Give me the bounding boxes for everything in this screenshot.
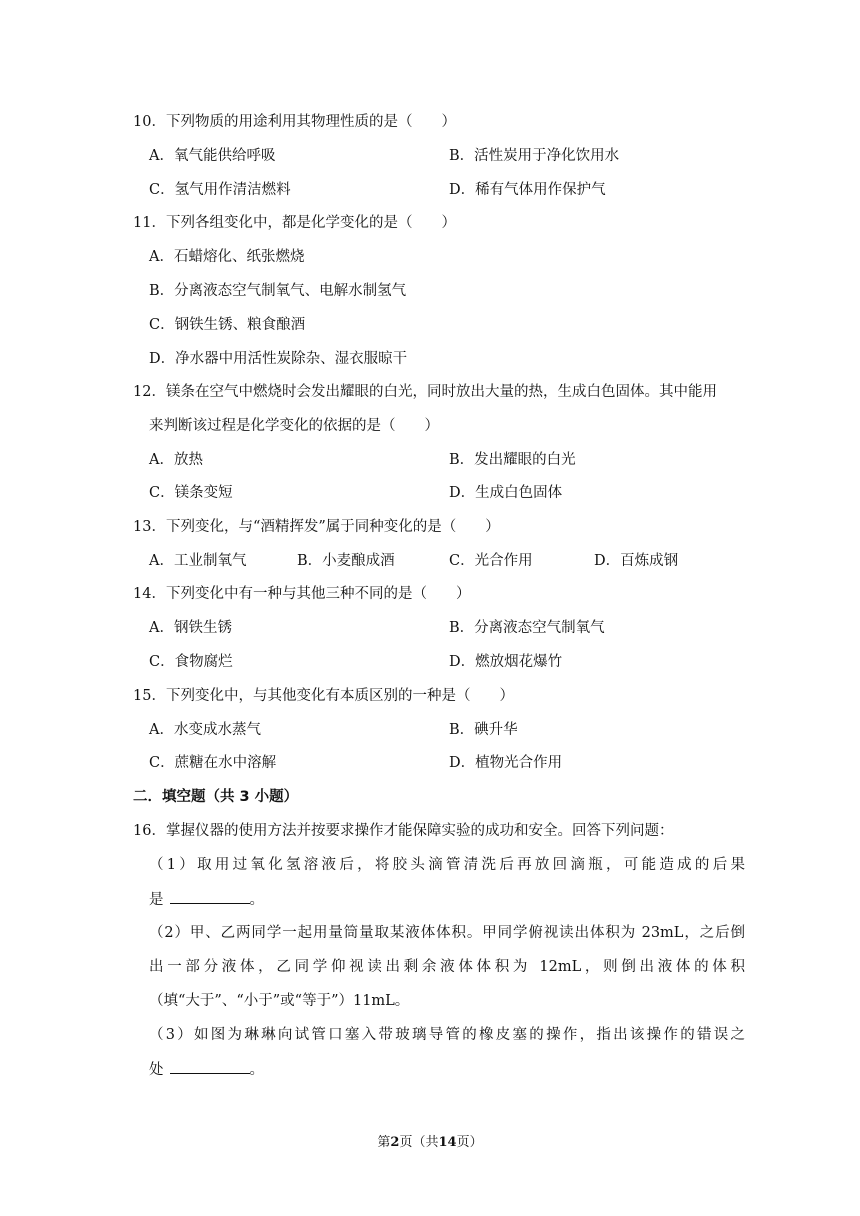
- q12-option-b: B．发出耀眼的白光: [449, 452, 576, 468]
- q14-option-d: D．燃放烟花爆竹: [449, 654, 563, 670]
- q11-option-b: B．分离液态空气制氧气、电解水制氢气: [149, 283, 407, 299]
- q16-part3-prefix: 处: [149, 1062, 164, 1078]
- q12-option-c: C．镁条变短: [149, 485, 233, 501]
- q14-option-a: A．钢铁生锈: [149, 620, 232, 636]
- q16-part2-line1: （2）甲、乙两同学一起用量筒量取某液体体积。甲同学俯视读出体积为 23mL，之后倒: [149, 925, 745, 941]
- q16-part1-line1: （1）取用过氧化氢溶液后，将胶头滴管清洗后再放回滴瓶，可能造成的后果: [149, 857, 745, 873]
- question-15-stem: 15．下列变化中，与其他变化有本质区别的一种是（ ）: [133, 688, 514, 704]
- q15-option-a: A．水变成水蒸气: [149, 722, 261, 738]
- q13-option-c: C．光合作用: [449, 553, 533, 569]
- q16-part3-line2: [149, 1059, 264, 1080]
- q16-part2-line2: 出一部分液体，乙同学仰视读出剩余液体体积为 12mL，则倒出液体的体积: [149, 959, 745, 975]
- question-10-stem: 10．下列物质的用途利用其物理性质的是（ ）: [133, 114, 456, 130]
- q15-option-c: C．蔗糖在水中溶解: [149, 755, 277, 771]
- footer-page-number: 2: [390, 1135, 400, 1150]
- answer-blank-1: [170, 889, 250, 904]
- footer-prefix: 第: [377, 1135, 391, 1150]
- q10-option-a: A．氧气能供给呼吸: [149, 148, 276, 164]
- q15-option-b: B．碘升华: [449, 722, 518, 738]
- q16-part3-line1: （3）如图为琳琳向试管口塞入带玻璃导管的橡皮塞的操作，指出该操作的错误之: [149, 1027, 745, 1043]
- q12-option-a: A．放热: [149, 452, 203, 468]
- q11-option-a: A．石蜡熔化、纸张燃烧: [149, 249, 305, 265]
- footer-middle: 页（共: [399, 1135, 439, 1150]
- q16-part1-suffix: 。: [249, 892, 264, 908]
- question-14-stem: 14．下列变化中有一种与其他三种不同的是（ ）: [133, 586, 471, 602]
- q13-option-d: D．百炼成钢: [594, 553, 679, 569]
- q16-part2-line3: （填“大于”、“小于”或“等于”）11mL。: [149, 993, 410, 1009]
- q11-option-d: D．净水器中用活性炭除杂、湿衣服晾干: [149, 351, 408, 367]
- q16-part1-line2: [149, 889, 264, 910]
- q10-option-d: D．稀有气体用作保护气: [449, 182, 606, 198]
- answer-blank-2: [170, 1059, 250, 1074]
- q16-part1-prefix: 是: [149, 892, 164, 908]
- q10-option-b: B．活性炭用于净化饮用水: [449, 148, 620, 164]
- q14-option-c: C．食物腐烂: [149, 654, 233, 670]
- question-12-stem-line2: 来判断该过程是化学变化的依据的是（ ）: [149, 418, 439, 434]
- question-11-stem: 11．下列各组变化中，都是化学变化的是（ ）: [133, 215, 456, 231]
- q13-option-b: B．小麦酿成酒: [297, 553, 395, 569]
- q15-option-d: D．植物光合作用: [449, 755, 563, 771]
- question-12-stem-line1: 12．镁条在空气中燃烧时会发出耀眼的白光，同时放出大量的热，生成白色固体。其中能用: [133, 384, 717, 400]
- q14-option-b: B．分离液态空气制氧气: [449, 620, 605, 636]
- question-13-stem: 13．下列变化，与“酒精挥发”属于同种变化的是（ ）: [133, 519, 500, 535]
- q10-option-c: C．氢气用作清洁燃料: [149, 182, 291, 198]
- page-footer: [0, 1134, 860, 1152]
- section-heading-fill-in: 二．填空题（共 3 小题）: [133, 789, 299, 805]
- q12-option-d: D．生成白色固体: [449, 485, 563, 501]
- footer-total-pages: 14: [438, 1135, 457, 1150]
- question-16-stem: 16．掌握仪器的使用方法并按要求操作才能保障实验的成功和安全。回答下列问题：: [133, 823, 674, 839]
- q16-part3-suffix: 。: [249, 1062, 264, 1078]
- q11-option-c: C．钢铁生锈、粮食酿酒: [149, 317, 306, 333]
- footer-suffix: 页）: [456, 1135, 483, 1150]
- q13-option-a: A．工业制氧气: [149, 553, 247, 569]
